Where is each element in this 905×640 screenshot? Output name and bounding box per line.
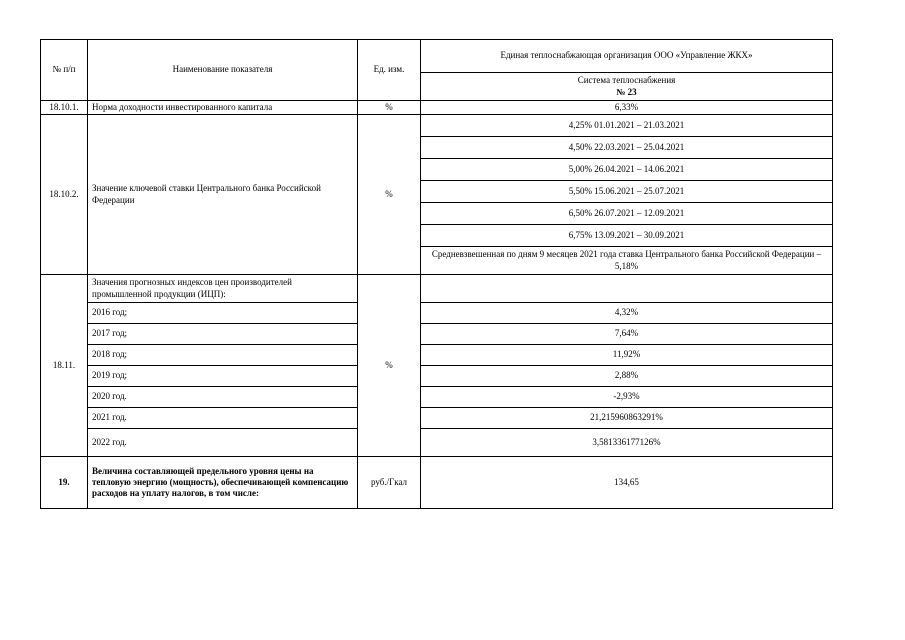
year-value: 4,32% (421, 303, 833, 324)
year-label: 2019 год; (88, 366, 358, 387)
year-label: 2020 год. (88, 387, 358, 408)
header-unit: Ед. изм. (358, 40, 421, 101)
year-value: 2,88% (421, 366, 833, 387)
row-name: Величина составляющей предельного уровня цены на тепловую энергию (мощность), обеспечивающей компенсацию расходов на уплату налогов, в том числе: (88, 457, 358, 509)
tariff-table (40, 39, 833, 509)
year-label: 2017 год; (88, 324, 358, 345)
row-value: 6,33% (421, 101, 833, 115)
row-name: Значения прогнозных индексов цен производителей промышленной продукции (ИЦП): (88, 275, 358, 303)
row-unit: % (358, 101, 421, 115)
row-num: 18.11. (41, 275, 88, 457)
row-unit: руб./Гкал (358, 457, 421, 509)
row-num: 18.10.2. (41, 115, 88, 275)
year-label: 2016 год; (88, 303, 358, 324)
header-num: № п/п (41, 40, 88, 101)
rate-value: 5,50% 15.06.2021 – 25.07.2021 (421, 181, 833, 203)
row-name: Норма доходности инвестированного капитала (88, 101, 358, 115)
year-label: 2021 год. (88, 408, 358, 429)
year-value: 3,581336177126% (421, 429, 833, 457)
table-row (41, 408, 833, 429)
rate-value: 6,50% 26.07.2021 – 12.09.2021 (421, 203, 833, 225)
rate-value: 6,75% 13.09.2021 – 30.09.2021 (421, 225, 833, 247)
header-system (421, 73, 833, 101)
table-row (41, 324, 833, 345)
table-row (41, 101, 833, 115)
row-num: 19. (41, 457, 88, 509)
table-row (41, 115, 833, 137)
rate-value: 4,50% 22.03.2021 – 25.04.2021 (421, 137, 833, 159)
table-row (41, 345, 833, 366)
header-name: Наименование показателя (88, 40, 358, 101)
system-number: № 23 (616, 86, 637, 97)
rate-value: 5,00% 26.04.2021 – 14.06.2021 (421, 159, 833, 181)
year-value: 7,64% (421, 324, 833, 345)
header-row (41, 40, 833, 73)
table-row (41, 303, 833, 324)
table-row (41, 275, 833, 303)
year-value: 21,215960863291% (421, 408, 833, 429)
row-value: 134,65 (421, 457, 833, 509)
row-name: Значение ключевой ставки Центрального банка Российской Федерации (88, 115, 358, 275)
row-value-empty (421, 275, 833, 303)
rate-average: Средневзвешенная по дням 9 месяцев 2021 года ставка Центрального банка Российской Федерации – 5,18% (421, 247, 833, 275)
rate-value: 4,25% 01.01.2021 – 21.03.2021 (421, 115, 833, 137)
table-row (41, 366, 833, 387)
table-row (41, 429, 833, 457)
year-value: 11,92% (421, 345, 833, 366)
row-num: 18.10.1. (41, 101, 88, 115)
row-unit: % (358, 115, 421, 275)
header-org: Единая теплоснабжающая организация ООО «Управление ЖКХ» (421, 40, 833, 73)
row-unit: % (358, 275, 421, 457)
table-row (41, 387, 833, 408)
table-row (41, 457, 833, 509)
year-value: -2,93% (421, 387, 833, 408)
year-label: 2022 год. (88, 429, 358, 457)
year-label: 2018 год; (88, 345, 358, 366)
system-label: Система теплоснабжения (577, 75, 676, 86)
